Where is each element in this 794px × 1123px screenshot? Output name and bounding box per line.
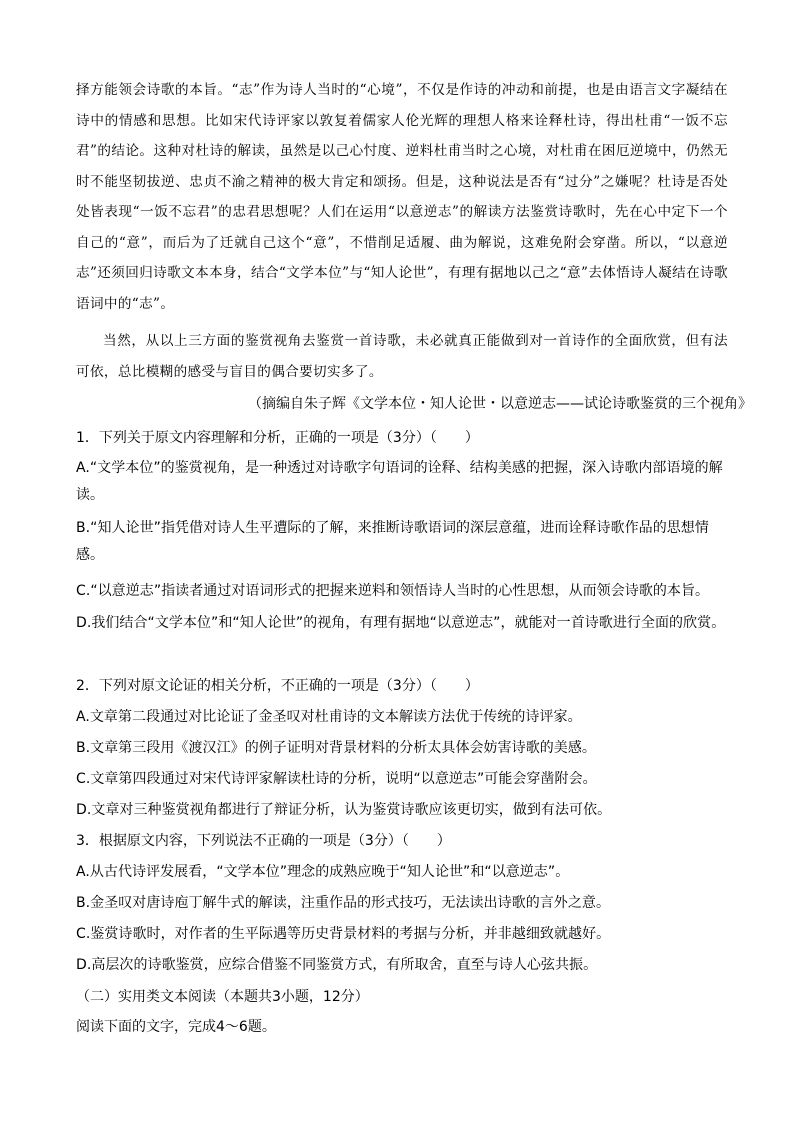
question-stem: 1．下列关于原文内容理解和分析，正确的一项是（3分）（ ） — [76, 430, 479, 446]
answer-option: A.“文学本位”的鉴赏视角，是一种透过对诗歌字句语词的诠释、结构美感的把握，深入诗歌内部语境的解读。 — [76, 460, 723, 503]
question-stem: 3．根据原文内容，下列说法不正确的一项是（3分）（ ） — [76, 833, 451, 849]
answer-option: D.高层次的诗歌鉴赏，应综合借鉴不同鉴赏方式，有所取舍，直至与诗人心弦共振。 — [76, 957, 598, 973]
answer-option: A.文章第二段通过对比论证了金圣叹对杜甫诗的文本解读方法优于传统的诗评家。 — [76, 709, 582, 725]
answer-option: C.鉴赏诗歌时，对作者的生平际遇等历史背景材料的考据与分析，并非越细致就越好。 — [76, 926, 611, 942]
answer-option: D.文章对三种鉴赏视角都进行了辩证分析，认为鉴赏诗歌应该更切实，做到有法可依。 — [76, 802, 612, 818]
section-heading: （二）实用类文本阅读（本题共3小题，12分） — [76, 989, 369, 1005]
passage-paragraph: 择方能领会诗歌的本旨。“志”作为诗人当时的“心境”，不仅是作诗的冲动和前提，也是由语言文字凝结在诗中的情感和思想。比如宋代诗评家以敦复着儒家人伦光辉的理想人格来诠释杜诗，得出杜甫“一饭不忘君”的结论。这种对杜诗的解读，虽然是以己心忖度、逆料杜甫当时之心境，对杜甫在困厄逆境中，仍然无时不能坚韧拔逆、忠贞不渝之精神的极大肯定和颂扬。但是，这种说法是否有“过分”之嫌呢？杜诗是否处处皆表现“一饭不忘君”的忠君思想呢？人们在运用“以意逆志”的解读方法鉴赏诗歌时，先在心中定下一个自己的“意”，而后为了迁就自己这个“意”，不惜削足适履、曲为解说，这难免附会穿凿。所以，“以意逆志”还须回归诗歌文本本身，结合“文学本位”与“知人论世”，有理有据地以己之“意”去体悟诗人凝结在诗歌语词中的“志”。 — [76, 82, 728, 312]
answer-option: D.我们结合“文学本位”和“知人论世”的视角，有理有据地“以意逆志”，就能对一首诗歌进行全面的欣赏。 — [76, 615, 726, 631]
section-instruction: 阅读下面的文字，完成4～6题。 — [76, 1019, 276, 1035]
passage-paragraph: 当然，从以上三方面的鉴赏视角去鉴赏一首诗歌，未必就真正能做到对一首诗作的全面欣赏，但有法可依，总比模糊的感受与盲目的偶合要切实多了。 — [76, 333, 728, 380]
answer-option: A.从古代诗评发展看，“文学本位”理念的成熟应晚于“知人论世”和“以意逆志”。 — [76, 864, 570, 880]
answer-option: B.文章第三段用《渡汉江》的例子证明对背景材料的分析太具体会妨害诗歌的美感。 — [76, 740, 596, 756]
question-stem: 2．下列对原文论证的相关分析，不正确的一项是（3分）（ ） — [76, 678, 479, 694]
answer-option: C.“以意逆志”指读者通过对语词形式的把握来逆料和领悟诗人当时的心性思想，从而领会诗歌的本旨。 — [76, 583, 710, 599]
answer-option: B.“知人论世”指凭借对诗人生平遭际的了解，来推断诗歌语词的深层意蕴，进而诠释诗歌作品的思想情感。 — [76, 520, 709, 563]
passage-source: （摘编自朱子辉《文学本位・知人论世・以意逆志——试论诗歌鉴赏的三个视角》 — [248, 396, 752, 412]
answer-option: C.文章第四段通过对宋代诗评家解读杜诗的分析，说明“以意逆志”可能会穿凿附会。 — [76, 771, 597, 787]
answer-option: B.金圣叹对唐诗庖丁解牛式的解读，注重作品的形式技巧，无法读出诗歌的言外之意。 — [76, 895, 611, 911]
